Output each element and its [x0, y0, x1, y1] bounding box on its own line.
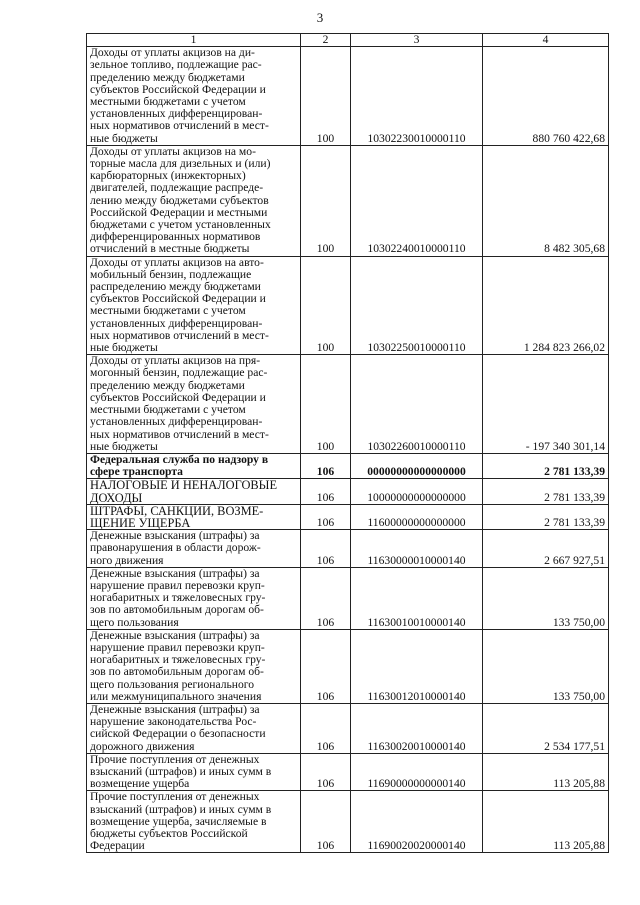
- row-budget-code: 10302240010000110: [351, 145, 483, 256]
- table-row: [87, 453, 609, 478]
- row-admin-code: 106: [301, 479, 351, 504]
- table-row: [87, 256, 609, 355]
- row-admin-code: 106: [301, 504, 351, 529]
- row-admin-code: 106: [301, 567, 351, 629]
- row-name: Денежные взыскания (штрафы) за нарушение правил перевозки круп- ногабаритных и тяжеловесных гру- зов по автомобильным дорогам об- щего пользования: [87, 567, 301, 629]
- row-budget-code: 11690020020000140: [351, 791, 483, 853]
- revenue-table: [86, 33, 609, 853]
- row-amount: 2 534 177,51: [483, 703, 609, 753]
- table-row: [87, 504, 609, 529]
- row-amount: 1 284 823 266,02: [483, 256, 609, 355]
- table-row: [87, 530, 609, 568]
- column-header-3: 3: [351, 34, 483, 47]
- row-name: Денежные взыскания (штрафы) за нарушение правил перевозки круп- ногабаритных и тяжеловесных гру- зов по автомобильным дорогам об- щего пользования регионального или межмуниципального значения: [87, 629, 301, 703]
- row-budget-code: 11630012010000140: [351, 629, 483, 703]
- row-admin-code: 106: [301, 629, 351, 703]
- page-number: 3: [316, 10, 324, 25]
- row-admin-code: 100: [301, 145, 351, 256]
- row-name: Денежные взыскания (штрафы) за правонарушения в области дорож- ного движения: [87, 530, 301, 568]
- table-row: [87, 703, 609, 753]
- row-amount: 8 482 305,68: [483, 145, 609, 256]
- row-amount: 133 750,00: [483, 567, 609, 629]
- table-header-row: [87, 34, 609, 47]
- row-amount: 133 750,00: [483, 629, 609, 703]
- row-name: Доходы от уплаты акцизов на пря- могонный бензин, подлежащие рас- пределению между бюджетами субъектов Российской Федерации и местными бюджетами с учетом установленных дифференцирован- ных нормативов отчислений в мест- ные бюджеты: [87, 355, 301, 454]
- column-header-4: 4: [483, 34, 609, 47]
- table-row: [87, 47, 609, 146]
- row-admin-code: 100: [301, 355, 351, 454]
- row-budget-code: 10302250010000110: [351, 256, 483, 355]
- row-amount: - 197 340 301,14: [483, 355, 609, 454]
- table-row: [87, 791, 609, 853]
- table-row: [87, 629, 609, 703]
- table-body: [87, 47, 609, 853]
- row-admin-code: 100: [301, 256, 351, 355]
- row-name: Доходы от уплаты акцизов на ди- зельное топливо, подлежащие рас- пределению между бюджетами субъектов Российской Федерации и местными бюджетами с учетом установленных дифференцирован- ных нормативов отчислений в мест- ные бюджеты: [87, 47, 301, 146]
- row-budget-code: 11630020010000140: [351, 703, 483, 753]
- table-row: [87, 479, 609, 504]
- row-amount: 2 667 927,51: [483, 530, 609, 568]
- row-budget-code: 10000000000000000: [351, 479, 483, 504]
- row-admin-code: 106: [301, 703, 351, 753]
- row-amount: 880 760 422,68: [483, 47, 609, 146]
- row-budget-code: 11630010010000140: [351, 567, 483, 629]
- row-admin-code: 106: [301, 791, 351, 853]
- row-amount: 2 781 133,39: [483, 504, 609, 529]
- table-row: [87, 145, 609, 256]
- row-name: Денежные взыскания (штрафы) за нарушение законодательства Рос- сийской Федерации о безопасности дорожного движения: [87, 703, 301, 753]
- row-name: Доходы от уплаты акцизов на авто- мобильный бензин, подлежащие распределению между бюджетами субъектов Российской Федерации и местными бюджетами с учетом установленных дифференцирован- ных нормативов отчислений в мест- ные бюджеты: [87, 256, 301, 355]
- row-name: ШТРАФЫ, САНКЦИИ, ВОЗМЕ- ЩЕНИЕ УЩЕРБА: [87, 504, 301, 529]
- column-header-1: 1: [87, 34, 301, 47]
- row-budget-code: 11630000010000140: [351, 530, 483, 568]
- row-amount: 113 205,88: [483, 753, 609, 791]
- row-amount: 2 781 133,39: [483, 479, 609, 504]
- row-name: Прочие поступления от денежных взысканий (штрафов) и иных сумм в возмещение ущерба: [87, 753, 301, 791]
- row-budget-code: 11690000000000140: [351, 753, 483, 791]
- row-budget-code: 11600000000000000: [351, 504, 483, 529]
- row-amount: 2 781 133,39: [483, 453, 609, 478]
- row-admin-code: 106: [301, 453, 351, 478]
- row-budget-code: 10302260010000110: [351, 355, 483, 454]
- table-row: [87, 753, 609, 791]
- row-admin-code: 100: [301, 47, 351, 146]
- row-admin-code: 106: [301, 753, 351, 791]
- table-row: [87, 567, 609, 629]
- row-admin-code: 106: [301, 530, 351, 568]
- column-header-2: 2: [301, 34, 351, 47]
- row-name: Прочие поступления от денежных взысканий (штрафов) и иных сумм в возмещение ущерба, зачисляемые в бюджеты субъектов Российской Федерации: [87, 791, 301, 853]
- row-name: Федеральная служба по надзору в сфере транспорта: [87, 453, 301, 478]
- row-budget-code: 00000000000000000: [351, 453, 483, 478]
- table-row: [87, 355, 609, 454]
- row-budget-code: 10302230010000110: [351, 47, 483, 146]
- row-name: НАЛОГОВЫЕ И НЕНАЛОГОВЫЕ ДОХОДЫ: [87, 479, 301, 504]
- row-name: Доходы от уплаты акцизов на мо- торные масла для дизельных и (или) карбюраторных (инжекторных) двигателей, подлежащие распреде- лению между бюджетами субъектов Российской Федерации и местными бюджетами с учетом установленных дифференцированных нормативов отчислений в местные бюджеты: [87, 145, 301, 256]
- row-amount: 113 205,88: [483, 791, 609, 853]
